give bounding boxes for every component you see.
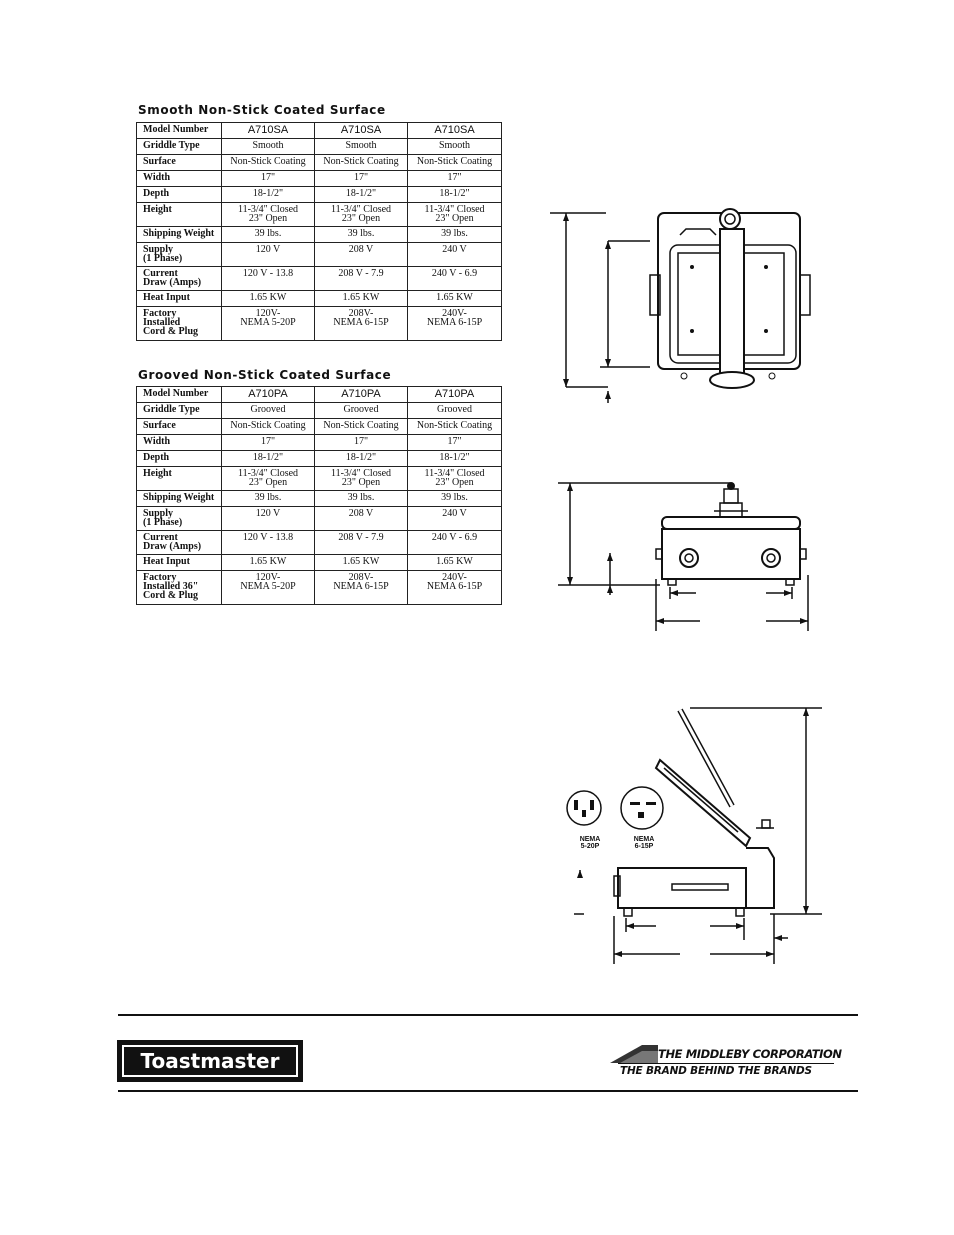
row-label: Depth <box>137 187 222 203</box>
row-label: Surface <box>137 155 222 171</box>
table-row <box>137 123 502 139</box>
table-cell: 1.65 KW <box>408 555 502 571</box>
table-cell: 208V- NEMA 6-15P <box>315 571 408 605</box>
table-row <box>137 267 502 291</box>
row-label: Model Number <box>137 387 222 403</box>
table-cell: Non-Stick Coating <box>408 155 502 171</box>
table-cell: 17" <box>315 171 408 187</box>
table-cell: Non-Stick Coating <box>408 419 502 435</box>
row-label: Shipping Weight <box>137 227 222 243</box>
row-label: Supply (1 Phase) <box>137 243 222 267</box>
table-cell: 18-1/2" <box>315 187 408 203</box>
side-view-drawing <box>560 698 830 970</box>
table-cell: Non-Stick Coating <box>315 155 408 171</box>
row-label: Factory Installed 36" Cord & Plug <box>137 571 222 605</box>
table-row <box>137 291 502 307</box>
table-cell: 18-1/2" <box>408 187 502 203</box>
smooth-spec-table <box>136 122 502 341</box>
table-cell: 240 V - 6.9 <box>408 531 502 555</box>
table-cell: 17" <box>315 435 408 451</box>
table-cell: 208 V - 7.9 <box>315 267 408 291</box>
table-row <box>137 307 502 341</box>
front-view-drawing <box>550 475 820 635</box>
table-cell: 208 V - 7.9 <box>315 531 408 555</box>
table-cell: 120 V - 13.8 <box>222 267 315 291</box>
table-cell: 1.65 KW <box>222 555 315 571</box>
table-cell: A710PA <box>222 387 315 403</box>
table-cell: 11-3/4" Closed 23" Open <box>315 467 408 491</box>
table-row <box>137 243 502 267</box>
table-cell: Grooved <box>315 403 408 419</box>
table-row <box>137 403 502 419</box>
footer-top-rule <box>118 1014 858 1016</box>
table-cell: 208 V <box>315 243 408 267</box>
table-cell: 240 V <box>408 507 502 531</box>
table-cell: 240 V - 6.9 <box>408 267 502 291</box>
table-cell: 17" <box>222 435 315 451</box>
table-row <box>137 203 502 227</box>
table-row <box>137 491 502 507</box>
row-label: Current Draw (Amps) <box>137 267 222 291</box>
table-cell: 39 lbs. <box>315 491 408 507</box>
table-row <box>137 419 502 435</box>
table-cell: 18-1/2" <box>315 451 408 467</box>
table-cell: 120 V <box>222 507 315 531</box>
table-cell: 39 lbs. <box>222 491 315 507</box>
table-cell: Non-Stick Coating <box>315 419 408 435</box>
toastmaster-logo: Toastmaster <box>118 1041 302 1081</box>
table-cell: 1.65 KW <box>408 291 502 307</box>
row-label: Surface <box>137 419 222 435</box>
table-row <box>137 507 502 531</box>
table-cell: 18-1/2" <box>222 187 315 203</box>
table-cell: 240V- NEMA 6-15P <box>408 571 502 605</box>
table-cell: 39 lbs. <box>408 491 502 507</box>
table-row <box>137 571 502 605</box>
middleby-logo: THE MIDDLEBY CORPORATION THE BRAND BEHIND THE BRANDS <box>610 1043 840 1083</box>
row-label: Heat Input <box>137 291 222 307</box>
table-cell: 1.65 KW <box>315 555 408 571</box>
table-cell: 1.65 KW <box>222 291 315 307</box>
middleby-wedge-icon <box>610 1043 660 1065</box>
row-label: Width <box>137 435 222 451</box>
table-row <box>137 187 502 203</box>
table-cell: A710SA <box>408 123 502 139</box>
table-cell: 208 V <box>315 507 408 531</box>
plug-label-left: NEMA 5-20P <box>579 836 601 850</box>
row-label: Factory Installed Cord & Plug <box>137 307 222 341</box>
footer-bottom-rule <box>118 1090 858 1092</box>
table-cell: 39 lbs. <box>222 227 315 243</box>
table-cell: 11-3/4" Closed 23" Open <box>222 467 315 491</box>
table-cell: Smooth <box>315 139 408 155</box>
table-cell: Grooved <box>222 403 315 419</box>
table-cell: 120 V <box>222 243 315 267</box>
row-label: Depth <box>137 451 222 467</box>
table-cell: 17" <box>408 435 502 451</box>
row-label: Height <box>137 467 222 491</box>
table-cell: 17" <box>222 171 315 187</box>
table-cell: 39 lbs. <box>315 227 408 243</box>
table-cell: Non-Stick Coating <box>222 155 315 171</box>
table-cell: 120V- NEMA 5-20P <box>222 571 315 605</box>
table-cell: 11-3/4" Closed 23" Open <box>408 203 502 227</box>
table-cell: 18-1/2" <box>222 451 315 467</box>
row-label: Griddle Type <box>137 403 222 419</box>
row-label: Griddle Type <box>137 139 222 155</box>
table-row <box>137 139 502 155</box>
table-row <box>137 451 502 467</box>
table-cell: Non-Stick Coating <box>222 419 315 435</box>
table-row <box>137 435 502 451</box>
table-cell: 1.65 KW <box>315 291 408 307</box>
table-cell: 120 V - 13.8 <box>222 531 315 555</box>
table-cell: 39 lbs. <box>408 227 502 243</box>
table-cell: 18-1/2" <box>408 451 502 467</box>
table-cell: Smooth <box>408 139 502 155</box>
grooved-spec-table <box>136 386 502 605</box>
table-cell: 11-3/4" Closed 23" Open <box>315 203 408 227</box>
table-row <box>137 155 502 171</box>
table-cell: A710SA <box>315 123 408 139</box>
table-cell: A710PA <box>408 387 502 403</box>
row-label: Supply (1 Phase) <box>137 507 222 531</box>
table-row <box>137 227 502 243</box>
plug-label-right: NEMA 6-15P <box>633 836 655 850</box>
table-cell: 11-3/4" Closed 23" Open <box>222 203 315 227</box>
table-cell: A710SA <box>222 123 315 139</box>
table-cell: Grooved <box>408 403 502 419</box>
table-cell: Smooth <box>222 139 315 155</box>
row-label: Width <box>137 171 222 187</box>
table-row <box>137 171 502 187</box>
row-label: Current Draw (Amps) <box>137 531 222 555</box>
row-label: Heat Input <box>137 555 222 571</box>
table-cell: A710PA <box>315 387 408 403</box>
row-label: Model Number <box>137 123 222 139</box>
table-cell: 240V- NEMA 6-15P <box>408 307 502 341</box>
table-cell: 208V- NEMA 6-15P <box>315 307 408 341</box>
table-cell: 17" <box>408 171 502 187</box>
row-label: Height <box>137 203 222 227</box>
top-view-drawing <box>550 205 820 405</box>
row-label: Shipping Weight <box>137 491 222 507</box>
smooth-section-title: Smooth Non-Stick Coated Surface <box>138 103 386 117</box>
table-cell: 120V- NEMA 5-20P <box>222 307 315 341</box>
table-row <box>137 531 502 555</box>
table-cell: 11-3/4" Closed 23" Open <box>408 467 502 491</box>
table-cell: 240 V <box>408 243 502 267</box>
table-row <box>137 555 502 571</box>
table-row <box>137 467 502 491</box>
table-row <box>137 387 502 403</box>
grooved-section-title: Grooved Non-Stick Coated Surface <box>138 368 392 382</box>
